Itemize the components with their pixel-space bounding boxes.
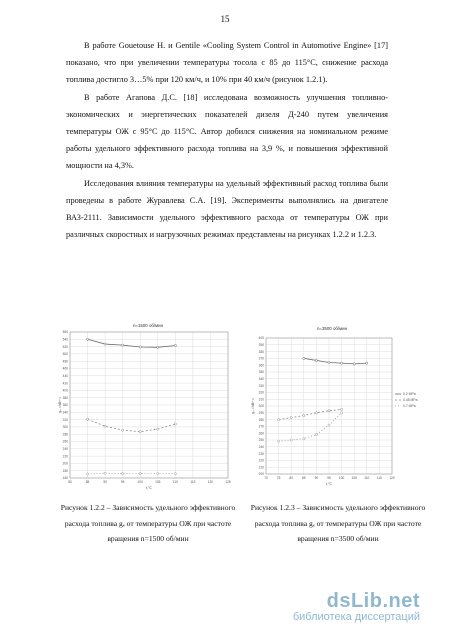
y-tick-label: 220: [62, 454, 68, 459]
y-tick-label: 280: [258, 417, 264, 422]
data-point: [122, 473, 124, 475]
y-tick-label: 310: [258, 397, 264, 402]
x-tick-label: 110: [364, 476, 370, 480]
data-point: [157, 473, 159, 475]
y-tick-label: 260: [258, 431, 264, 436]
y-tick-label: 480: [62, 359, 68, 364]
data-point: [139, 346, 141, 348]
y-tick-label: 210: [258, 465, 264, 470]
y-axis-label: gₑ, г/кВт·ч: [251, 398, 255, 414]
data-point: [174, 473, 176, 475]
x-tick-label: 100: [338, 476, 345, 480]
y-tick-label: 400: [258, 336, 264, 341]
y-tick-label: 540: [62, 337, 68, 342]
watermark-subtitle: библиотека диссертаций: [292, 611, 420, 623]
y-tick-label: 200: [62, 461, 68, 466]
x-tick-label: 115: [190, 480, 196, 484]
data-point: [86, 418, 88, 420]
data-point: [174, 344, 176, 346]
data-point: [278, 440, 280, 442]
y-tick-label: 240: [62, 447, 68, 451]
x-axis-label: t,°C: [325, 482, 333, 486]
data-point: [157, 346, 159, 348]
data-point: [341, 362, 343, 364]
data-point: [290, 416, 292, 418]
data-point: [157, 428, 159, 430]
y-tick-label: 380: [258, 349, 264, 354]
data-point: [290, 439, 292, 441]
x-tick-label: 80: [68, 480, 72, 484]
y-tick-label: 340: [62, 410, 68, 415]
x-tick-label: 75: [276, 476, 281, 480]
y-tick-label: 500: [62, 352, 68, 357]
series-line: [88, 473, 176, 474]
y-tick-label: 230: [258, 451, 264, 456]
x-tick-label: 105: [155, 480, 161, 484]
y-tick-label: 180: [62, 468, 68, 473]
figure-caption-right: Рисунок 1.2.3 – Зависимость удельного эффективного расхода топлива gₑ от температуры ОЖ при частоте вращения n=3500 об/мин: [250, 503, 426, 544]
y-tick-label: 240: [258, 445, 264, 449]
data-point: [328, 424, 330, 426]
chart-3500: [248, 318, 426, 494]
data-point: [328, 410, 330, 412]
y-tick-label: 370: [258, 356, 264, 361]
x-tick-label: 100: [137, 480, 143, 484]
data-point: [315, 433, 317, 435]
y-tick-label: 300: [62, 425, 68, 430]
data-point: [315, 359, 317, 361]
y-tick-label: 220: [258, 458, 264, 463]
y-tick-label: 520: [62, 344, 68, 349]
figure-caption-left: Рисунок 1.2.2 – Зависимость удельного эффективного расхода топлива gₑ от температуры ОЖ при частоте вращения n=1500 об/мин: [60, 503, 236, 544]
x-tick-label: 70: [264, 476, 268, 480]
data-point: [303, 414, 305, 416]
series-line: [88, 419, 176, 431]
x-tick-label: 125: [225, 480, 231, 484]
legend-label: 0.7 MPa: [403, 404, 416, 409]
y-tick-label: 320: [258, 390, 264, 395]
figure-1-2-2: [56, 318, 240, 494]
data-point: [303, 357, 305, 359]
x-tick-label: 85: [302, 476, 306, 480]
y-tick-label: 160: [62, 476, 68, 481]
page-number: 15: [220, 14, 230, 24]
y-tick-label: 260: [62, 439, 68, 444]
x-tick-label: 85: [85, 480, 90, 484]
data-point: [122, 344, 124, 346]
y-tick-label: 280: [62, 432, 68, 437]
y-tick-label: 270: [258, 424, 264, 429]
data-point: [353, 363, 355, 365]
x-tick-label: 115: [376, 476, 382, 480]
y-tick-label: 290: [258, 411, 264, 415]
x-tick-label: 80: [289, 476, 293, 480]
data-point: [366, 362, 368, 364]
y-tick-label: 330: [258, 383, 264, 388]
x-tick-label: 110: [172, 480, 178, 484]
data-point: [86, 473, 88, 475]
x-tick-label: 90: [314, 476, 319, 480]
y-tick-label: 400: [62, 388, 68, 393]
y-tick-label: 560: [62, 330, 68, 335]
legend-label: 0.2 MPa: [403, 392, 416, 397]
data-point: [104, 472, 106, 474]
y-tick-label: 440: [62, 374, 68, 378]
y-tick-label: 300: [258, 404, 264, 409]
y-tick-label: 420: [62, 381, 68, 386]
data-point: [122, 429, 124, 431]
y-tick-label: 320: [62, 417, 68, 422]
y-tick-label: 360: [62, 403, 68, 408]
y-axis-label: gₑ, г/кВт·ч: [58, 397, 62, 413]
data-point: [278, 419, 280, 421]
paragraph: В работе Агапова Д.С. [18] исследована возможность улучшения топливно-экономических и энергетических показателей дизеля Д-240 путем увеличения температуры ОЖ с 95°С до 115°С. Автор добился снижения на номинальном режиме работы удельного эффективного расхода топлива на 3,9 %, и повышения эффективной мощности на 4,3%.: [66, 92, 388, 171]
data-point: [104, 425, 106, 427]
y-tick-label: 340: [258, 377, 264, 381]
x-tick-label: 90: [103, 480, 107, 484]
data-point: [315, 412, 317, 414]
paragraph: Исследования влияния температуры на удельный эффективный расход топлива были проведены в работе Журавлева С.А. [19]. Эксперименты выполнялись на двигателе ВАЗ-2111. Зависимости удельного эффективного расхода от температуры ОЖ при различных скоростных и нагрузочных режимах представлены на рисунках 1.2.2 и 1.2.3.: [66, 178, 388, 240]
y-tick-label: 200: [258, 472, 264, 477]
watermark: [293, 590, 420, 623]
data-point: [341, 412, 343, 414]
figure-1-2-3: [248, 318, 426, 494]
chart-title: n=1500 об/мин: [132, 323, 164, 328]
y-tick-label: 380: [62, 395, 68, 400]
paragraph: В работе Gouetouse H. и Gentile «Cooling System Control in Automotive Engine» [17] показано, что при увеличении температуры тосола с 85 до 115°С, снижение расхода топлива достигло 3…5% при 120 км/ч, и 10% при 40 км/ч (рисунок 1.2.1).: [66, 41, 388, 85]
series-line: [304, 358, 367, 363]
y-tick-label: 460: [62, 366, 68, 371]
x-tick-label: 120: [207, 480, 214, 484]
x-tick-label: 95: [120, 480, 125, 484]
watermark-logo: dsLib.net: [326, 590, 420, 612]
data-point: [104, 343, 106, 345]
chart-title: n=3500 об/мин: [316, 326, 348, 331]
y-tick-label: 250: [258, 438, 264, 443]
data-point: [174, 423, 176, 425]
data-point: [139, 431, 141, 433]
y-tick-label: 390: [258, 343, 264, 347]
data-point: [139, 473, 141, 475]
x-axis-label: t,°C: [145, 486, 153, 490]
chart-1500: [56, 318, 240, 494]
data-point: [303, 438, 305, 440]
y-tick-label: 360: [258, 363, 264, 368]
x-tick-label: 95: [327, 476, 331, 480]
data-point: [328, 361, 330, 363]
series-line: [279, 413, 342, 442]
x-tick-label: 120: [389, 476, 395, 480]
y-tick-label: 350: [258, 370, 264, 375]
data-point: [341, 408, 343, 410]
x-tick-label: 105: [351, 476, 357, 480]
legend-label: 0.45 MPa: [403, 398, 418, 403]
series-line: [279, 409, 342, 419]
body-text: [66, 37, 388, 243]
series-line: [88, 339, 176, 347]
data-point: [86, 338, 88, 340]
